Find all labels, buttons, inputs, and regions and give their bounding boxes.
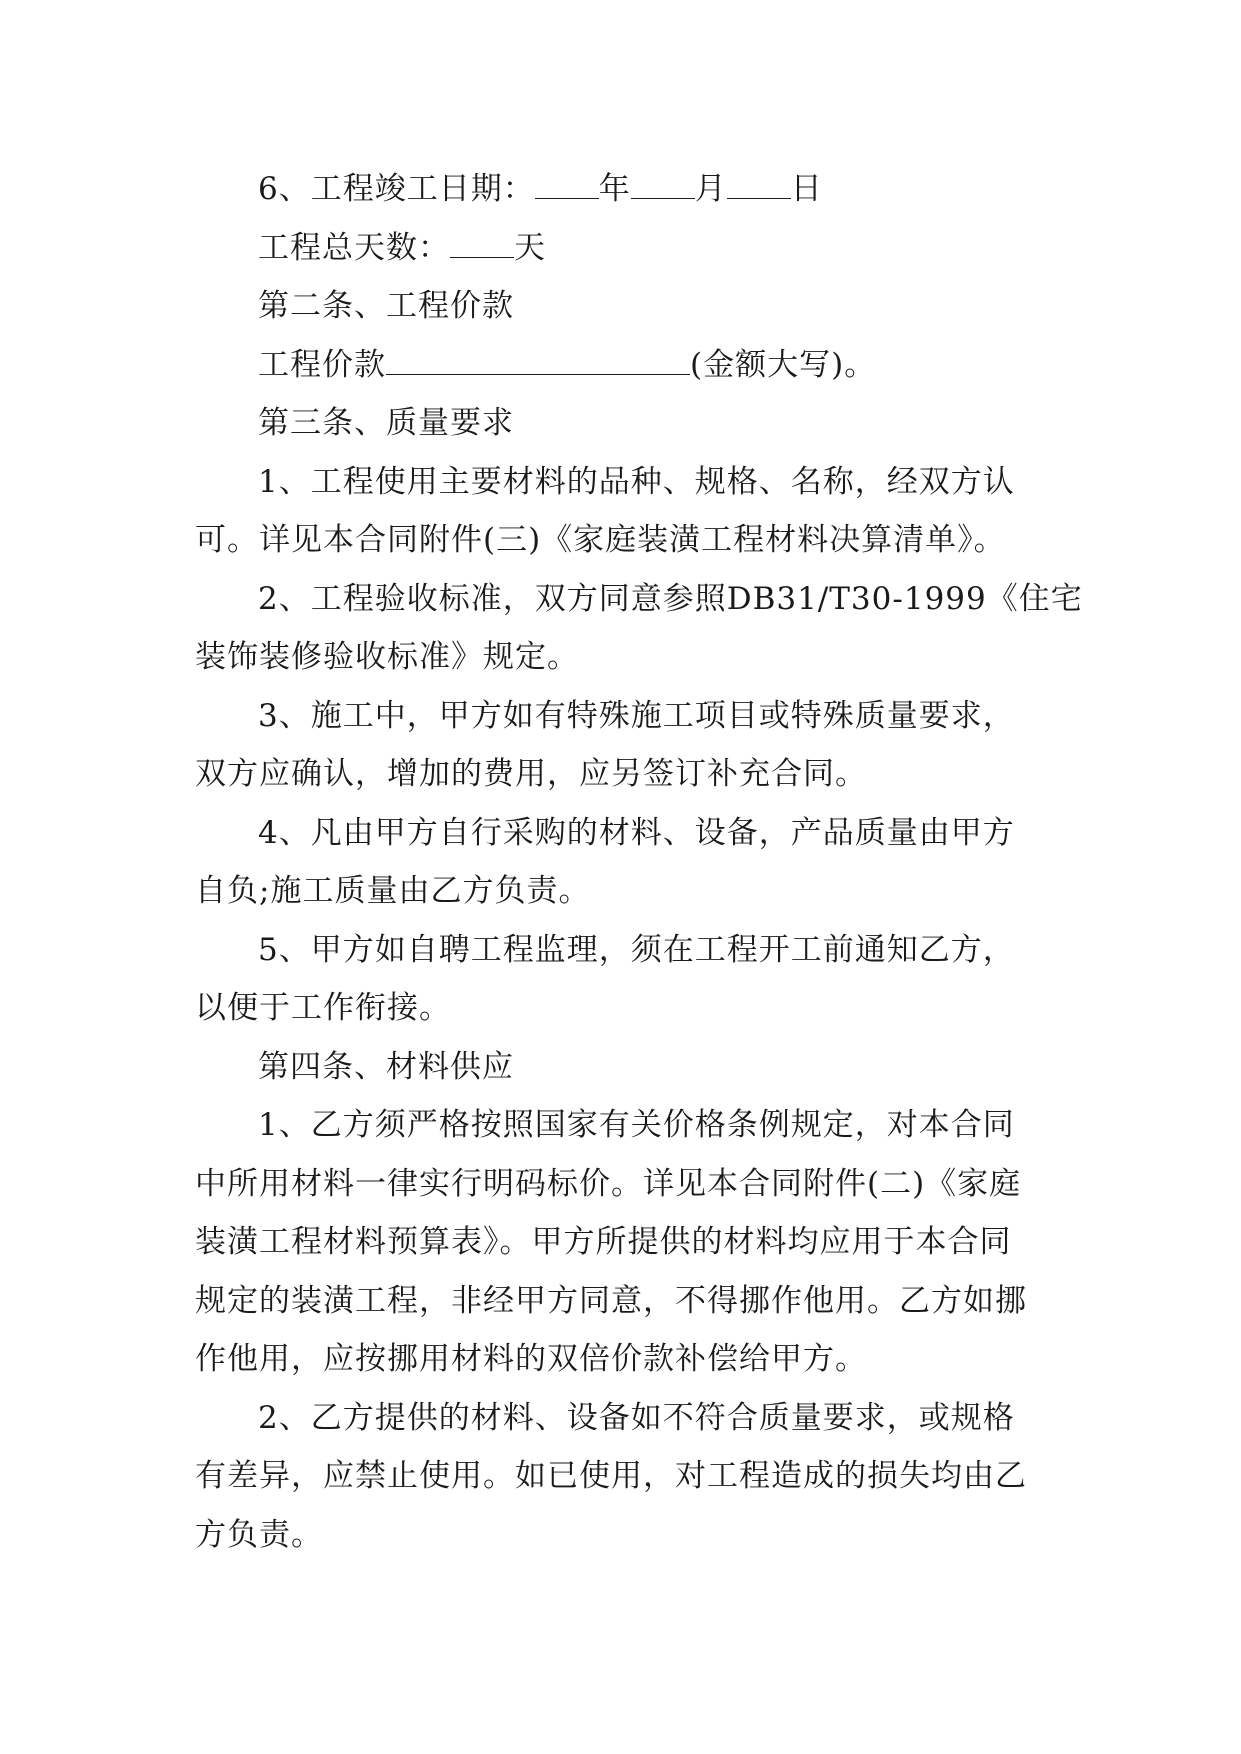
days-blank: [450, 233, 514, 258]
paragraph-line: 作他用，应按挪用材料的双倍价款补偿给甲方。: [195, 1341, 867, 1377]
paragraph-line: 5、甲方如自聘工程监理，须在工程开工前通知乙方，: [258, 931, 1015, 968]
paragraph-line: 1、乙方须严格按照国家有关价格条例规定，对本合同: [258, 1107, 1015, 1143]
section-heading-price: 第二条、工程价款: [258, 288, 514, 324]
month-blank: [631, 174, 695, 199]
section-heading-quality: 第三条、质量要求: [258, 405, 514, 441]
total-days-line: 工程总天数： 天: [258, 229, 546, 266]
paragraph-line: 装饰装修验收标准》规定。: [195, 639, 579, 675]
paragraph-line: 可。详见本合同附件(三)《家庭装潢工程材料决算清单》。: [195, 522, 1006, 558]
price-line: 工程价款 (金额大写)。: [258, 346, 877, 383]
paragraph-line: 有差异，应禁止使用。如已使用，对工程造成的损失均由乙: [195, 1458, 1027, 1494]
paragraph-line: 装潢工程材料预算表》。甲方所提供的材料均应用于本合同: [195, 1224, 1012, 1260]
price-blank: [386, 350, 690, 375]
paragraph-line: 3、施工中，甲方如有特殊施工项目或特殊质量要求，: [258, 697, 1015, 734]
day-blank: [727, 174, 791, 199]
paragraph-line: 中所用材料一律实行明码标价。详见本合同附件(二)《家庭: [195, 1165, 1022, 1202]
paragraph-line: 4、凡由甲方自行采购的材料、设备，产品质量由甲方: [258, 814, 1015, 851]
paragraph-line: 双方应确认，增加的费用，应另签订补充合同。: [195, 756, 867, 792]
paragraph-line: 以便于工作衔接。: [195, 990, 451, 1026]
document-body: [195, 160, 1083, 1564]
completion-date-line: 6、工程竣工日期： 年 月 日: [258, 171, 823, 207]
paragraph-line: 自负;施工质量由乙方负责。: [195, 873, 591, 909]
paragraph-line: 1、工程使用主要材料的品种、规格、名称，经双方认: [258, 463, 1015, 500]
paragraph-line: 规定的装潢工程，非经甲方同意，不得挪作他用。乙方如挪: [195, 1282, 1027, 1319]
section-heading-materials: 第四条、材料供应: [258, 1048, 514, 1085]
year-blank: [535, 174, 599, 199]
paragraph-line: 2、工程验收标准，双方同意参照DB31/T30-1999《住宅: [258, 580, 1083, 617]
paragraph-line: 2、乙方提供的材料、设备如不符合质量要求，或规格: [258, 1399, 1015, 1436]
paragraph-line: 方负责。: [195, 1516, 323, 1553]
